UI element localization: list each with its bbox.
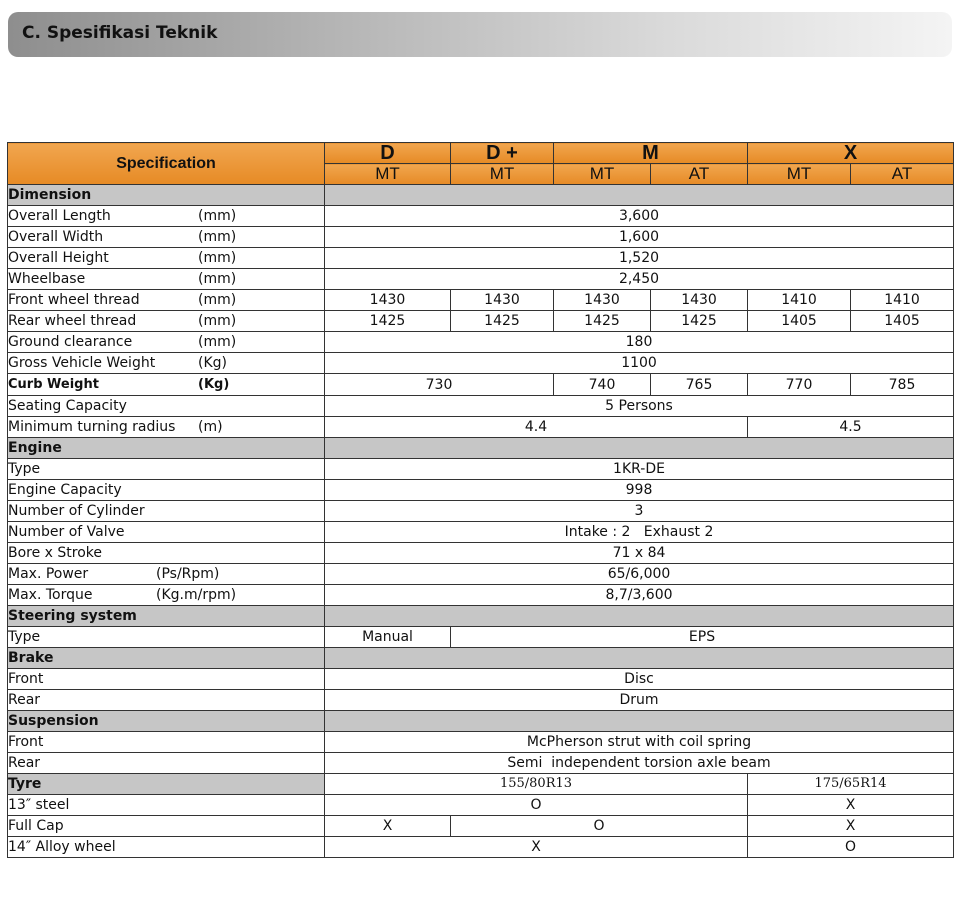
row-label: 14″ Alloy wheel	[8, 839, 116, 855]
rear-thread-cell: 1425	[451, 311, 554, 332]
seating-value: 5 Persons	[325, 396, 954, 417]
spec-row	[8, 269, 954, 290]
row-label: Number of Valve	[8, 524, 125, 540]
row-label: Ground clearance	[8, 334, 133, 350]
grade-d-plus: D +	[451, 143, 554, 164]
row-label: Rear	[8, 755, 41, 771]
rear-thread-cell: 1405	[851, 311, 954, 332]
row-unit: (mm)	[198, 208, 237, 224]
front-thread-cell: 1430	[451, 290, 554, 311]
section-row	[8, 648, 954, 669]
suspension-rear-value: Semi independent torsion axle beam	[325, 753, 954, 774]
spec-row	[8, 543, 954, 564]
spec-row	[8, 227, 954, 248]
section-suspension: Suspension	[8, 711, 325, 732]
spec-row	[8, 206, 954, 227]
spec-header: Specification	[8, 143, 325, 185]
row-unit: (mm)	[198, 292, 237, 308]
section-row	[8, 774, 954, 795]
row-label: Curb Weight	[8, 377, 99, 392]
row-label: Front wheel thread	[8, 292, 140, 308]
trans-dplus-mt: MT	[451, 164, 554, 185]
row-unit: (mm)	[198, 250, 237, 266]
spec-table	[7, 142, 954, 858]
spec-row	[8, 311, 954, 332]
section-brake: Brake	[8, 648, 325, 669]
trans-m-mt: MT	[554, 164, 651, 185]
rear-thread-cell: 1405	[748, 311, 851, 332]
section-dimension: Dimension	[8, 185, 325, 206]
trans-x-at: AT	[851, 164, 954, 185]
row-label: Overall Length	[8, 208, 111, 224]
tyre-option-cell: X	[748, 795, 954, 816]
trans-x-mt: MT	[748, 164, 851, 185]
row-label: Max. Power	[8, 566, 89, 582]
spec-row	[8, 396, 954, 417]
spec-row	[8, 627, 954, 648]
section-title: C. Spesifikasi Teknik	[22, 23, 218, 43]
tyre-option-cell: X	[325, 837, 748, 858]
curb-weight-cell: 770	[748, 374, 851, 396]
section-row	[8, 606, 954, 627]
curb-weight-cell: 765	[651, 374, 748, 396]
turning-radius-cell: 4.5	[748, 417, 954, 438]
row-unit: (Kg.m/rpm)	[156, 587, 237, 603]
row-unit: (mm)	[198, 313, 237, 329]
front-thread-cell: 1430	[325, 290, 451, 311]
max-power-value: 65/6,000	[325, 564, 954, 585]
row-label: Seating Capacity	[8, 398, 127, 414]
rear-thread-cell: 1425	[554, 311, 651, 332]
row-unit: (Kg)	[198, 355, 227, 371]
row-label: Front	[8, 671, 44, 687]
spec-row	[8, 374, 954, 396]
spec-row	[8, 290, 954, 311]
overall-width-value: 1,600	[325, 227, 954, 248]
row-label: Gross Vehicle Weight	[8, 355, 156, 371]
overall-height-value: 1,520	[325, 248, 954, 269]
row-label: Overall Height	[8, 250, 109, 266]
grade-d: D	[325, 143, 451, 164]
spec-row	[8, 480, 954, 501]
valves-value: Intake : 2 Exhaust 2	[325, 522, 954, 543]
grade-header-row	[8, 143, 954, 164]
spec-row	[8, 564, 954, 585]
engine-capacity-value: 998	[325, 480, 954, 501]
section-steering: Steering system	[8, 606, 325, 627]
front-thread-cell: 1430	[554, 290, 651, 311]
section-row	[8, 185, 954, 206]
row-label: Rear wheel thread	[8, 313, 137, 329]
row-unit: (Kg)	[198, 377, 230, 392]
row-label: Number of Cylinder	[8, 503, 145, 519]
row-label: Wheelbase	[8, 271, 86, 287]
tyre-size-cell: 155/80R13	[325, 774, 748, 795]
spec-row	[8, 732, 954, 753]
spec-row	[8, 837, 954, 858]
spec-row	[8, 248, 954, 269]
row-label: Bore x Stroke	[8, 545, 103, 561]
row-label: Max. Torque	[8, 587, 93, 603]
row-label: Engine Capacity	[8, 482, 122, 498]
tyre-option-cell: X	[748, 816, 954, 837]
trans-m-at: AT	[651, 164, 748, 185]
bore-stroke-value: 71 x 84	[325, 543, 954, 564]
row-unit: (mm)	[198, 229, 237, 245]
row-label: Front	[8, 734, 44, 750]
row-label: Rear	[8, 692, 41, 708]
section-engine: Engine	[8, 438, 325, 459]
row-label: Overall Width	[8, 229, 104, 245]
row-unit: (Ps/Rpm)	[156, 566, 220, 582]
front-thread-cell: 1410	[748, 290, 851, 311]
brake-front-value: Disc	[325, 669, 954, 690]
overall-length-value: 3,600	[325, 206, 954, 227]
row-unit: (mm)	[198, 271, 237, 287]
grade-m: M	[554, 143, 748, 164]
ground-clearance-value: 180	[325, 332, 954, 353]
row-label: Minimum turning radius	[8, 419, 176, 435]
suspension-front-value: McPherson strut with coil spring	[325, 732, 954, 753]
tyre-option-cell: X	[325, 816, 451, 837]
section-header-bar	[8, 12, 952, 57]
row-unit: (mm)	[198, 334, 237, 350]
tyre-option-cell: O	[451, 816, 748, 837]
section-row	[8, 438, 954, 459]
spec-row	[8, 690, 954, 711]
wheelbase-value: 2,450	[325, 269, 954, 290]
spec-row	[8, 585, 954, 606]
spec-row	[8, 816, 954, 837]
spec-row	[8, 332, 954, 353]
row-label: Type	[8, 461, 41, 477]
spec-row	[8, 459, 954, 480]
cylinders-value: 3	[325, 501, 954, 522]
rear-thread-cell: 1425	[325, 311, 451, 332]
max-torque-value: 8,7/3,600	[325, 585, 954, 606]
spec-row	[8, 795, 954, 816]
row-unit: (m)	[198, 419, 223, 435]
section-tyre: Tyre	[8, 774, 325, 795]
trans-d-mt: MT	[325, 164, 451, 185]
curb-weight-cell: 740	[554, 374, 651, 396]
spec-row	[8, 522, 954, 543]
section-row	[8, 711, 954, 732]
row-label: 13″ steel	[8, 797, 70, 813]
tyre-size-cell: 175/65R14	[748, 774, 954, 795]
curb-weight-cell: 785	[851, 374, 954, 396]
tyre-option-cell: O	[748, 837, 954, 858]
grade-x: X	[748, 143, 954, 164]
spec-row	[8, 353, 954, 374]
gross-weight-value: 1100	[325, 353, 954, 374]
engine-type-value: 1KR-DE	[325, 459, 954, 480]
steering-cell: EPS	[451, 627, 954, 648]
rear-thread-cell: 1425	[651, 311, 748, 332]
row-label: Type	[8, 629, 41, 645]
steering-cell: Manual	[325, 627, 451, 648]
front-thread-cell: 1430	[651, 290, 748, 311]
tyre-option-cell: O	[325, 795, 748, 816]
spec-row	[8, 669, 954, 690]
brake-rear-value: Drum	[325, 690, 954, 711]
spec-row	[8, 501, 954, 522]
spec-row	[8, 417, 954, 438]
curb-weight-cell: 730	[325, 374, 554, 396]
row-label: Full Cap	[8, 818, 64, 834]
front-thread-cell: 1410	[851, 290, 954, 311]
turning-radius-cell: 4.4	[325, 417, 748, 438]
spec-row	[8, 753, 954, 774]
